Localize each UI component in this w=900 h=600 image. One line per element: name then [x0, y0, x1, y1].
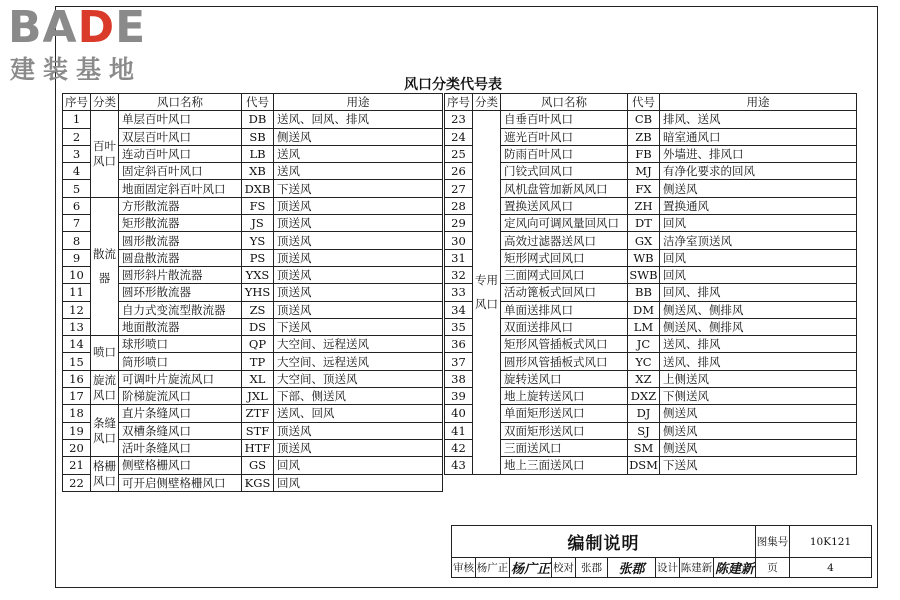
- title-block: [451, 525, 872, 578]
- outlet-code: BB: [628, 284, 660, 301]
- table-row: [63, 232, 857, 249]
- outlet-code: YS: [242, 232, 274, 249]
- empty-cell: [445, 474, 857, 491]
- row-number: 38: [445, 370, 473, 387]
- row-number: 20: [63, 439, 91, 456]
- category-cell: 百叶风口: [91, 111, 119, 197]
- row-number: 19: [63, 422, 91, 439]
- row-number: 15: [63, 353, 91, 370]
- outlet-use: 侧送风、侧排风: [660, 318, 857, 335]
- outlet-code: FS: [242, 197, 274, 214]
- outlet-code: ZTF: [242, 405, 274, 422]
- row-number: 21: [63, 457, 91, 474]
- outlet-name: 防雨百叶风口: [501, 145, 628, 162]
- row-number: 13: [63, 318, 91, 335]
- outlet-code: CB: [628, 111, 660, 128]
- outlet-code: SM: [628, 439, 660, 456]
- row-number: 5: [63, 180, 91, 197]
- col-header-code: 代号: [242, 94, 274, 111]
- checker-name: 张郡: [576, 558, 608, 578]
- table-row: [63, 215, 857, 232]
- row-number: 35: [445, 318, 473, 335]
- outlet-code: XL: [242, 370, 274, 387]
- table-row: [63, 457, 857, 474]
- outlet-code: XB: [242, 163, 274, 180]
- outlet-name: 圆形散流器: [119, 232, 242, 249]
- outlet-code: DS: [242, 318, 274, 335]
- outlet-code: YC: [628, 353, 660, 370]
- outlet-use: 下部、侧送风: [274, 388, 443, 405]
- row-number: 11: [63, 284, 91, 301]
- outlet-name: 双面送排风口: [501, 318, 628, 335]
- row-number: 34: [445, 301, 473, 318]
- outlet-use: 送风、回风: [274, 405, 443, 422]
- row-number: 26: [445, 163, 473, 180]
- table-row: [63, 197, 857, 214]
- outlet-use: 排风、送风: [660, 111, 857, 128]
- row-number: 9: [63, 249, 91, 266]
- table-row: [63, 163, 857, 180]
- outlet-code: DJ: [628, 405, 660, 422]
- row-number: 27: [445, 180, 473, 197]
- outlet-code: SJ: [628, 422, 660, 439]
- outlet-code: QP: [242, 336, 274, 353]
- outlet-name: 直片条缝风口: [119, 405, 242, 422]
- col-header-use: 用途: [274, 94, 443, 111]
- row-number: 32: [445, 266, 473, 283]
- outlet-code: FB: [628, 145, 660, 162]
- outlet-name: 矩形风管插板式风口: [501, 336, 628, 353]
- outlet-use: 回风: [274, 457, 443, 474]
- table-row: [63, 336, 857, 353]
- col-header-name: 风口名称: [501, 94, 628, 111]
- outlet-code: MJ: [628, 163, 660, 180]
- row-number: 1: [63, 111, 91, 128]
- outlet-name: 双层百叶风口: [119, 128, 242, 145]
- outlet-use: 送风、排风: [660, 336, 857, 353]
- air-outlet-code-table: [62, 93, 857, 492]
- row-number: 12: [63, 301, 91, 318]
- row-number: 31: [445, 249, 473, 266]
- checker-signature: 张郡: [608, 558, 656, 578]
- row-number: 16: [63, 370, 91, 387]
- category-cell: 专用风口: [473, 111, 501, 474]
- header-row: [63, 94, 857, 111]
- outlet-use: 大空间、远程送风: [274, 336, 443, 353]
- row-number: 8: [63, 232, 91, 249]
- outlet-name: 阶梯旋流风口: [119, 388, 242, 405]
- outlet-use: 顶送风: [274, 422, 443, 439]
- page-label: 页: [756, 558, 790, 578]
- category-cell: 格栅风口: [91, 457, 119, 492]
- outlet-use: 顶送风: [274, 266, 443, 283]
- outlet-use: 送风: [274, 145, 443, 162]
- outlet-code: WB: [628, 249, 660, 266]
- outlet-code: SWB: [629, 268, 658, 283]
- outlet-name: 地上旋转送风口: [501, 388, 628, 405]
- outlet-name: 遮光百叶风口: [501, 128, 628, 145]
- outlet-code: STF: [242, 422, 274, 439]
- outlet-use: 送风: [274, 163, 443, 180]
- outlet-use: 外墙进、排风口: [660, 145, 857, 162]
- outlet-use: 回风: [660, 249, 857, 266]
- category-cell: 旋流风口: [91, 370, 119, 405]
- outlet-use: 顶送风: [274, 197, 443, 214]
- col-header-no: 序号: [445, 94, 473, 111]
- table-row: [63, 353, 857, 370]
- col-header-use: 用途: [660, 94, 857, 111]
- outlet-code: ZS: [242, 301, 274, 318]
- col-header-code: 代号: [628, 94, 660, 111]
- row-number: 24: [445, 128, 473, 145]
- table-row: [63, 388, 857, 405]
- row-number: 2: [63, 128, 91, 145]
- outlet-name: 圆形斜片散流器: [119, 266, 242, 283]
- outlet-use: 送风、回风、排风: [274, 111, 443, 128]
- row-number: 22: [63, 474, 91, 491]
- row-number: 6: [63, 197, 91, 214]
- row-number: 33: [445, 284, 473, 301]
- outlet-use: 顶送风: [274, 301, 443, 318]
- outlet-name: 门铰式回风口: [501, 163, 628, 180]
- outlet-name: 旋转送风口: [501, 370, 628, 387]
- table-row: [63, 474, 857, 491]
- outlet-use: 侧送风: [660, 422, 857, 439]
- row-number: 7: [63, 215, 91, 232]
- outlet-name: 连动百叶风口: [119, 145, 242, 162]
- outlet-code: DB: [242, 111, 274, 128]
- table-row: [63, 405, 857, 422]
- outlet-code: YXS: [242, 266, 274, 283]
- outlet-name: 地面散流器: [119, 318, 242, 335]
- outlet-use: 上侧送风: [660, 370, 857, 387]
- design-label: 设计: [656, 558, 680, 578]
- outlet-name: 三面送风口: [501, 439, 628, 456]
- outlet-use: 顶送风: [274, 249, 443, 266]
- outlet-name: 侧壁格栅风口: [119, 457, 242, 474]
- bade-logo: [6, 4, 176, 84]
- outlet-name: 自垂百叶风口: [501, 111, 628, 128]
- outlet-name: 高效过滤器送风口: [501, 232, 628, 249]
- reviewer-name: 杨广正: [476, 558, 510, 578]
- table-row: [63, 422, 857, 439]
- row-number: 29: [445, 215, 473, 232]
- row-number: 30: [445, 232, 473, 249]
- row-number: 41: [445, 422, 473, 439]
- row-number: 40: [445, 405, 473, 422]
- outlet-use: 回风: [274, 474, 443, 491]
- col-header-cat: 分类: [91, 94, 119, 111]
- outlet-name: 活叶条缝风口: [119, 439, 242, 456]
- outlet-name: 固定斜百叶风口: [119, 163, 242, 180]
- outlet-name: 自力式变流型散流器: [119, 301, 242, 318]
- outlet-code: KGS: [242, 474, 274, 491]
- outlet-use: 回风: [660, 266, 857, 283]
- outlet-code: DXZ: [628, 388, 660, 405]
- outlet-use: 侧送风: [274, 128, 443, 145]
- outlet-code: DT: [628, 215, 660, 232]
- row-number: 25: [445, 145, 473, 162]
- outlet-use: 回风、排风: [660, 284, 857, 301]
- outlet-use: 下侧送风: [660, 388, 857, 405]
- category-cell: 散流器: [91, 197, 119, 335]
- table-row: [63, 249, 857, 266]
- page-number: 4: [790, 558, 872, 578]
- table-row: [63, 370, 857, 387]
- category-cell: 条缝风口: [91, 405, 119, 457]
- outlet-name: 可调叶片旋流风口: [119, 370, 242, 387]
- table-row: [63, 128, 857, 145]
- outlet-code: YHS: [242, 284, 274, 301]
- outlet-use: 顶送风: [274, 215, 443, 232]
- atlas-number: 10K121: [790, 526, 872, 558]
- row-number: 14: [63, 336, 91, 353]
- outlet-use: 侧送风: [660, 439, 857, 456]
- outlet-use: 侧送风、侧排风: [660, 301, 857, 318]
- outlet-code: ZH: [628, 197, 660, 214]
- outlet-name: 活动篦板式回风口: [501, 284, 628, 301]
- designer-name: 陈建新: [680, 558, 714, 578]
- table-row: [63, 145, 857, 162]
- outlet-use: 置换通风: [660, 197, 857, 214]
- outlet-use: 暗室通风口: [660, 128, 857, 145]
- outlet-code: DM: [628, 301, 660, 318]
- outlet-name: 地面固定斜百叶风口: [119, 180, 242, 197]
- outlet-code: ZB: [628, 128, 660, 145]
- outlet-use: 侧送风: [660, 180, 857, 197]
- outlet-name: 圆环形散流器: [119, 284, 242, 301]
- outlet-use: 下送风: [660, 457, 857, 474]
- table-row: [63, 111, 857, 128]
- outlet-name: 双槽条缝风口: [119, 422, 242, 439]
- atlas-label: 图集号: [756, 526, 790, 558]
- col-header-no: 序号: [63, 94, 91, 111]
- designer-signature: 陈建新: [714, 558, 756, 578]
- col-header-name: 风口名称: [119, 94, 242, 111]
- row-number: 3: [63, 145, 91, 162]
- table-row: [63, 266, 857, 283]
- outlet-name: 单面矩形送风口: [501, 405, 628, 422]
- outlet-use: 顶送风: [274, 284, 443, 301]
- outlet-code: GS: [242, 457, 274, 474]
- row-number: 28: [445, 197, 473, 214]
- row-number: 17: [63, 388, 91, 405]
- outlet-use: 洁净室顶送风: [660, 232, 857, 249]
- col-header-cat: 分类: [473, 94, 501, 111]
- outlet-code: DXB: [242, 180, 274, 197]
- outlet-use: 有净化要求的回风: [660, 163, 857, 180]
- outlet-name: 筒形喷口: [119, 353, 242, 370]
- logo-subtitle: 建装基地: [10, 55, 143, 84]
- table-row: [63, 318, 857, 335]
- row-number: 36: [445, 336, 473, 353]
- outlet-code: HTF: [242, 439, 274, 456]
- row-number: 4: [63, 163, 91, 180]
- outlet-name: 定风向可调风量回风口: [501, 215, 628, 232]
- outlet-code: LM: [628, 318, 660, 335]
- table-row: [63, 284, 857, 301]
- outlet-code: LB: [242, 145, 274, 162]
- outlet-use: 下送风: [274, 180, 443, 197]
- table-title: 风口分类代号表: [404, 77, 502, 93]
- check-label: 校对: [552, 558, 576, 578]
- outlet-code: GX: [628, 232, 660, 249]
- outlet-name: 圆形风管插板式风口: [501, 353, 628, 370]
- outlet-name: 方形散流器: [119, 197, 242, 214]
- outlet-name: 双面矩形送风口: [501, 422, 628, 439]
- outlet-code: JXL: [242, 388, 274, 405]
- row-number: 18: [63, 405, 91, 422]
- outlet-use: 顶送风: [274, 439, 443, 456]
- outlet-code: FX: [628, 180, 660, 197]
- outlet-name: 矩形网式回风口: [501, 249, 628, 266]
- review-label: 审核: [452, 558, 476, 578]
- outlet-name: 圆盘散流器: [119, 249, 242, 266]
- row-number: 39: [445, 388, 473, 405]
- row-number: 23: [445, 111, 473, 128]
- table-row: [63, 301, 857, 318]
- outlet-use: 送风、排风: [660, 353, 857, 370]
- outlet-use: 回风: [660, 215, 857, 232]
- outlet-name: 风机盘管加新风风口: [501, 180, 628, 197]
- outlet-use: 侧送风: [660, 405, 857, 422]
- outlet-code: DSM: [629, 458, 658, 473]
- outlet-name: 矩形散流器: [119, 215, 242, 232]
- category-cell: 喷口: [91, 336, 119, 371]
- outlet-code: TP: [242, 353, 274, 370]
- outlet-name: 置换送风风口: [501, 197, 628, 214]
- outlet-code: SB: [242, 128, 274, 145]
- outlet-name: 地上三面送风口: [501, 457, 628, 474]
- outlet-code: JS: [242, 215, 274, 232]
- row-number: 37: [445, 353, 473, 370]
- outlet-use: 下送风: [274, 318, 443, 335]
- outlet-use: 顶送风: [274, 232, 443, 249]
- row-number: 10: [63, 266, 91, 283]
- outlet-code: PS: [242, 249, 274, 266]
- outlet-name: 单层百叶风口: [119, 111, 242, 128]
- drawing-title: 编制说明: [452, 526, 756, 558]
- outlet-code: JC: [628, 336, 660, 353]
- table-row: [63, 180, 857, 197]
- reviewer-signature: 杨广正: [510, 558, 552, 578]
- outlet-name: 三面网式回风口: [501, 266, 628, 283]
- outlet-use: 大空间、顶送风: [274, 370, 443, 387]
- outlet-name: 单面送排风口: [501, 301, 628, 318]
- outlet-name: 球形喷口: [119, 336, 242, 353]
- logo-wordmark: BADE: [8, 2, 147, 53]
- row-number: 42: [445, 439, 473, 456]
- outlet-use: 大空间、远程送风: [274, 353, 443, 370]
- row-number: 43: [445, 457, 473, 474]
- outlet-code: XZ: [628, 370, 660, 387]
- outlet-name: 可开启侧壁格栅风口: [119, 474, 242, 491]
- table-row: [63, 439, 857, 456]
